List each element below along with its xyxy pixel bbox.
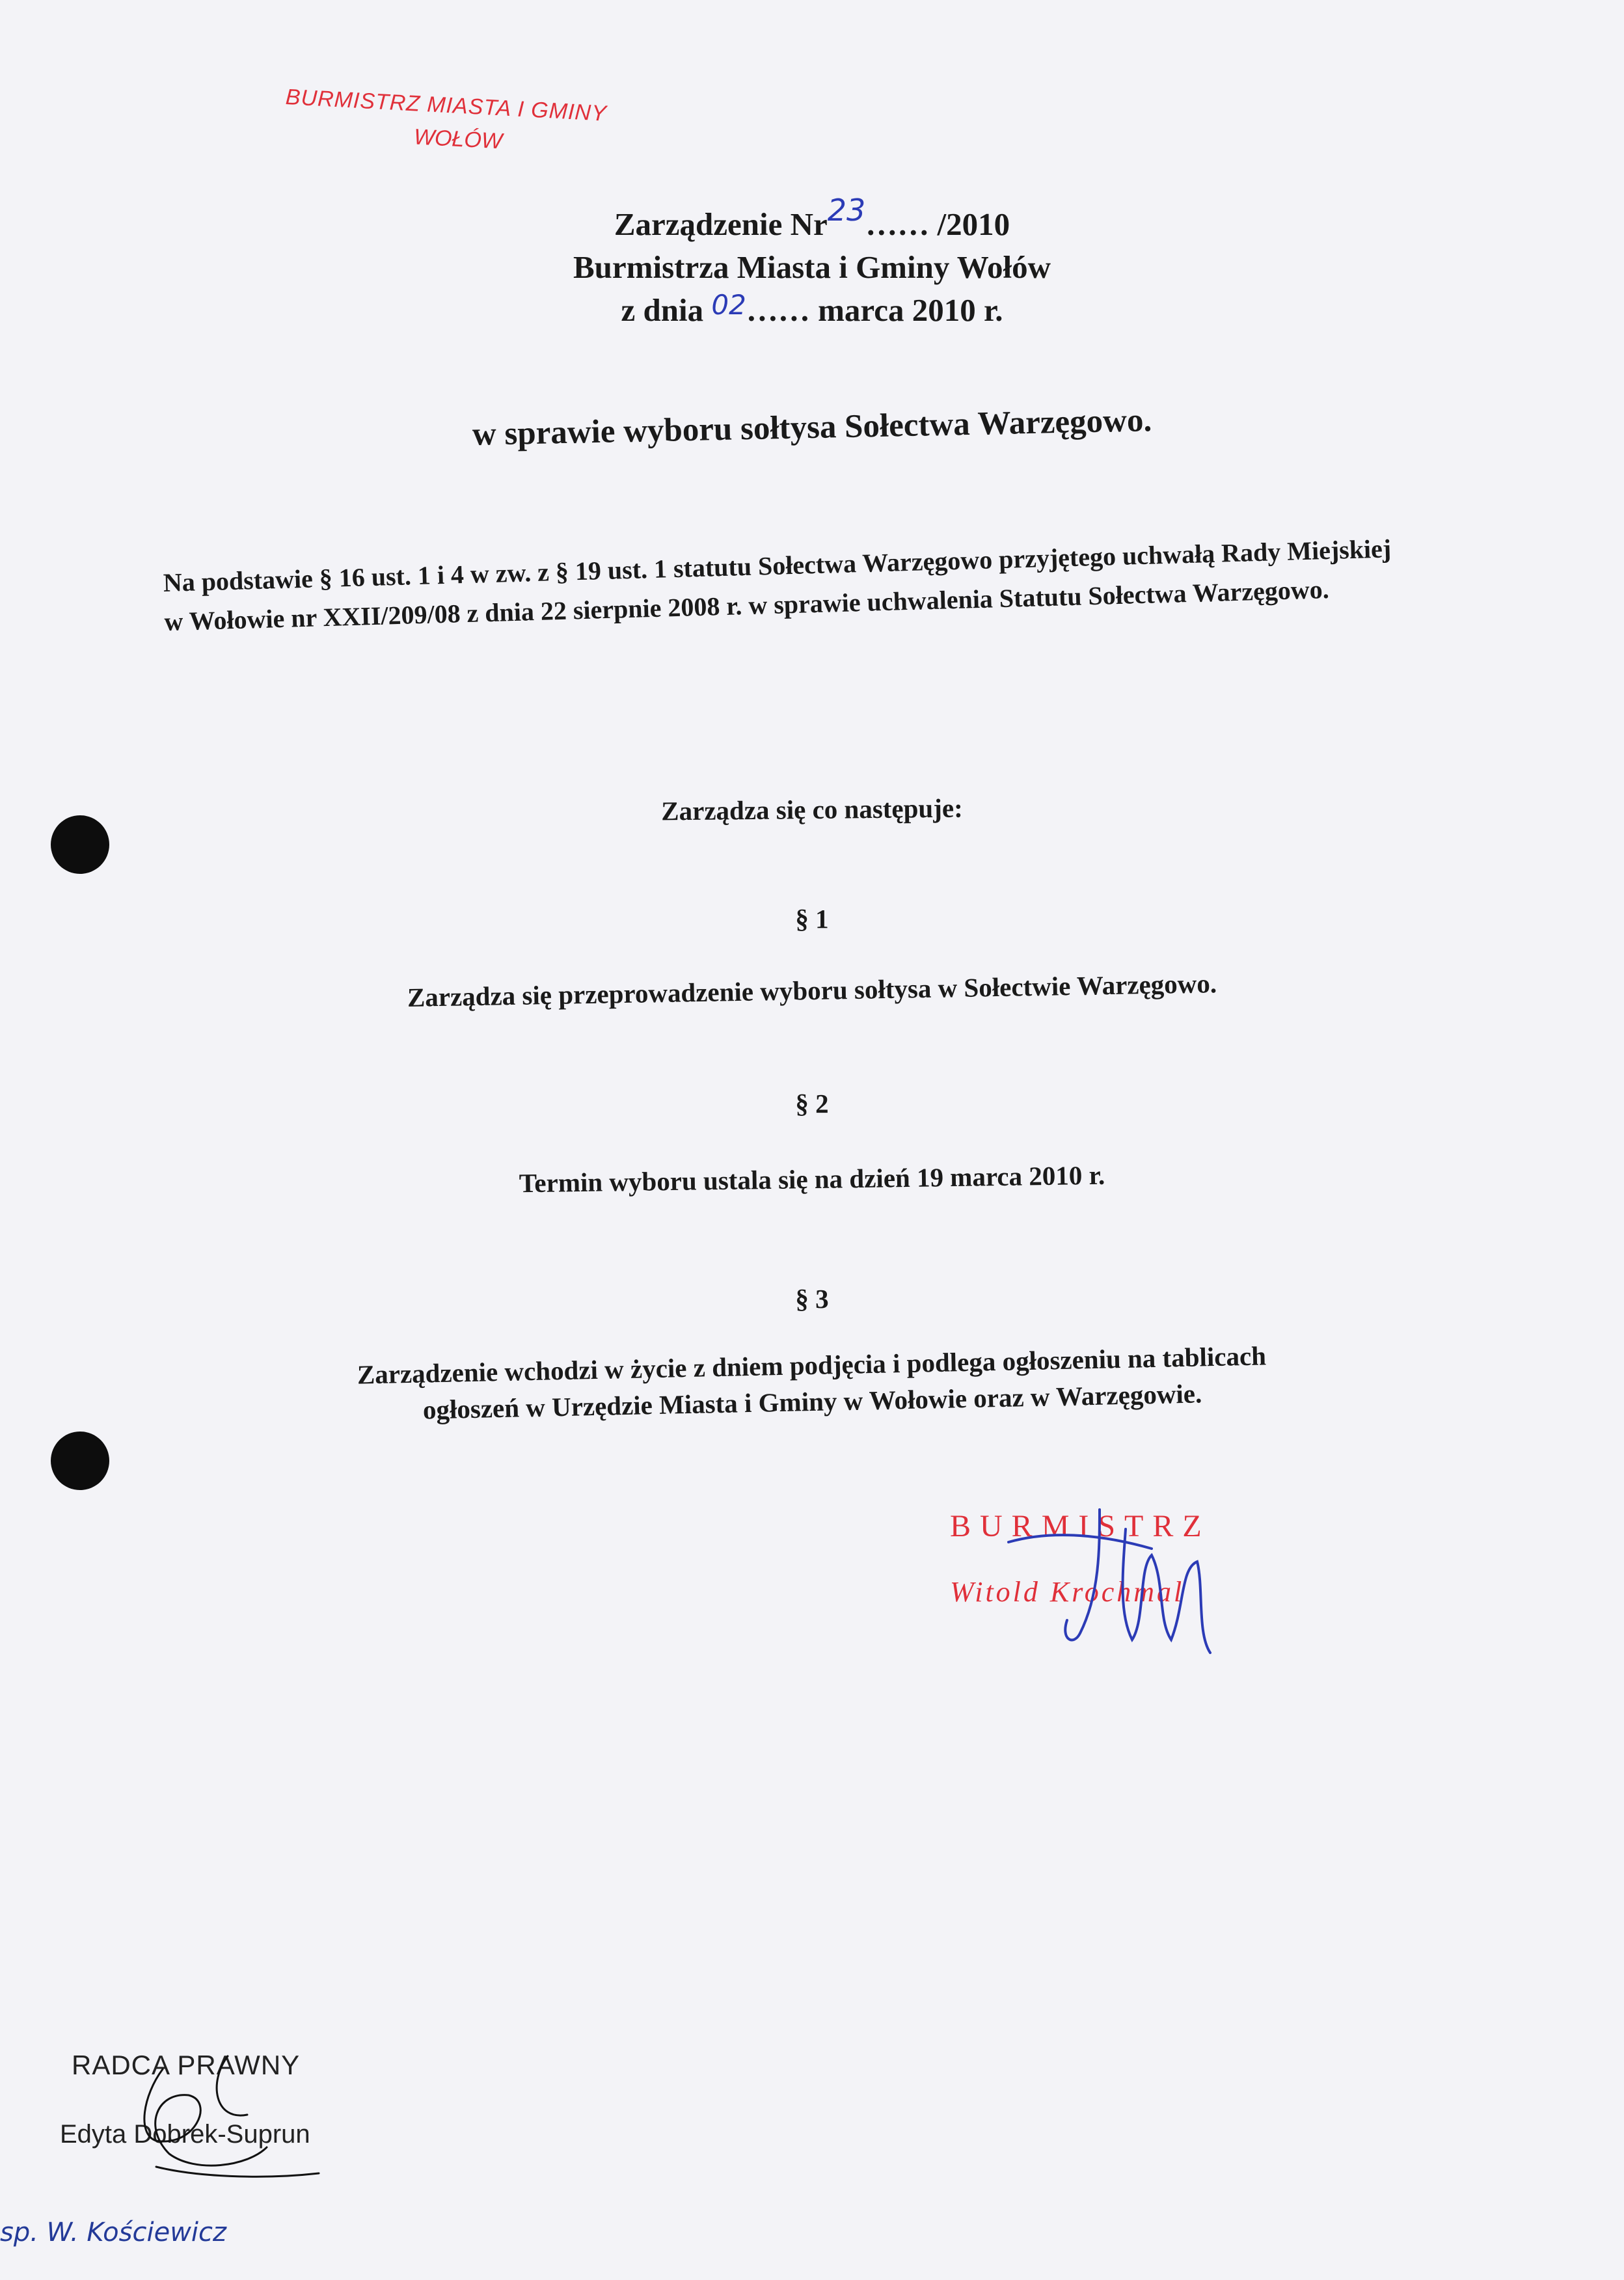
- office-stamp-line2: WOŁÓW: [413, 124, 503, 154]
- mayor-signature: [1002, 1490, 1282, 1679]
- document-subject: w sprawie wyboru sołtysa Sołectwa Warzęgowo.: [472, 402, 1152, 453]
- section-3-text-line1: Zarządzenie wchodzi w życie z dniem podjęcia i podlega ogłoszeniu na tablicach: [357, 1340, 1267, 1390]
- date-dots: ……: [746, 292, 810, 328]
- section-3-text-line2: ogłoszeń w Urzędzie Miasta i Gminy w Wołowie oraz w Warzęgowie.: [422, 1378, 1202, 1425]
- office-stamp-line1: BURMISTRZ MIASTA I GMINY: [285, 85, 608, 126]
- punch-hole-bottom: [51, 1432, 109, 1490]
- mayor-stamp-title: BURMISTRZ: [950, 1509, 1211, 1543]
- punch-hole-top: [51, 815, 109, 874]
- mayor-stamp-name: Witold Krochmal: [950, 1576, 1185, 1608]
- heading-date-prefix: z dnia: [621, 292, 704, 328]
- heading-title-line: [0, 193, 1624, 246]
- office-stamp: [283, 85, 702, 165]
- heading-title-prefix: Zarządzenie Nr: [614, 206, 828, 242]
- legal-basis-paragraph: Na podstawie § 16 ust. 1 i 4 w zw. z § 19 ust. 1 statutu Sołectwa Warzęgowo przyjętego uchwałą Rady Miejskiej w Wołowie nr XXII/209/08 z dnia 22 sierpnie 2008 r. w sprawie uchwalenia Statutu Sołectwa Warzęgowo.: [163, 534, 1392, 636]
- heading-date-line: [0, 289, 1624, 333]
- legal-counsel-signature: [117, 2043, 338, 2193]
- heading-title-suffix: /2010: [929, 206, 1010, 242]
- heading-date-suffix: marca 2010 r.: [809, 292, 1003, 328]
- number-dots: ……: [865, 206, 930, 242]
- handwritten-day: 02: [711, 289, 746, 321]
- legal-counsel-name: Edyta Dobrek-Suprun: [60, 2120, 310, 2149]
- document-heading: [0, 193, 1624, 333]
- order-intro: Zarządza się co następuje:: [661, 793, 963, 826]
- section-3-mark: § 3: [795, 1284, 829, 1314]
- handwritten-note: sp. W. Kościewicz: [0, 2218, 227, 2247]
- handwritten-number: 23: [827, 193, 866, 228]
- heading-issuer: Burmistrza Miasta i Gminy Wołów: [573, 249, 1051, 285]
- section-2-mark: § 2: [795, 1089, 829, 1119]
- section-1-text: Zarządza się przeprowadzenie wyboru sołtysa w Sołectwie Warzęgowo.: [407, 968, 1217, 1012]
- section-1-mark: § 1: [795, 904, 829, 934]
- section-3-text: [0, 1330, 1624, 1437]
- legal-counsel-title: RADCA PRAWNY: [72, 2050, 301, 2080]
- section-2-text: Termin wyboru ustala się na dzień 19 marca 2010 r.: [519, 1160, 1105, 1199]
